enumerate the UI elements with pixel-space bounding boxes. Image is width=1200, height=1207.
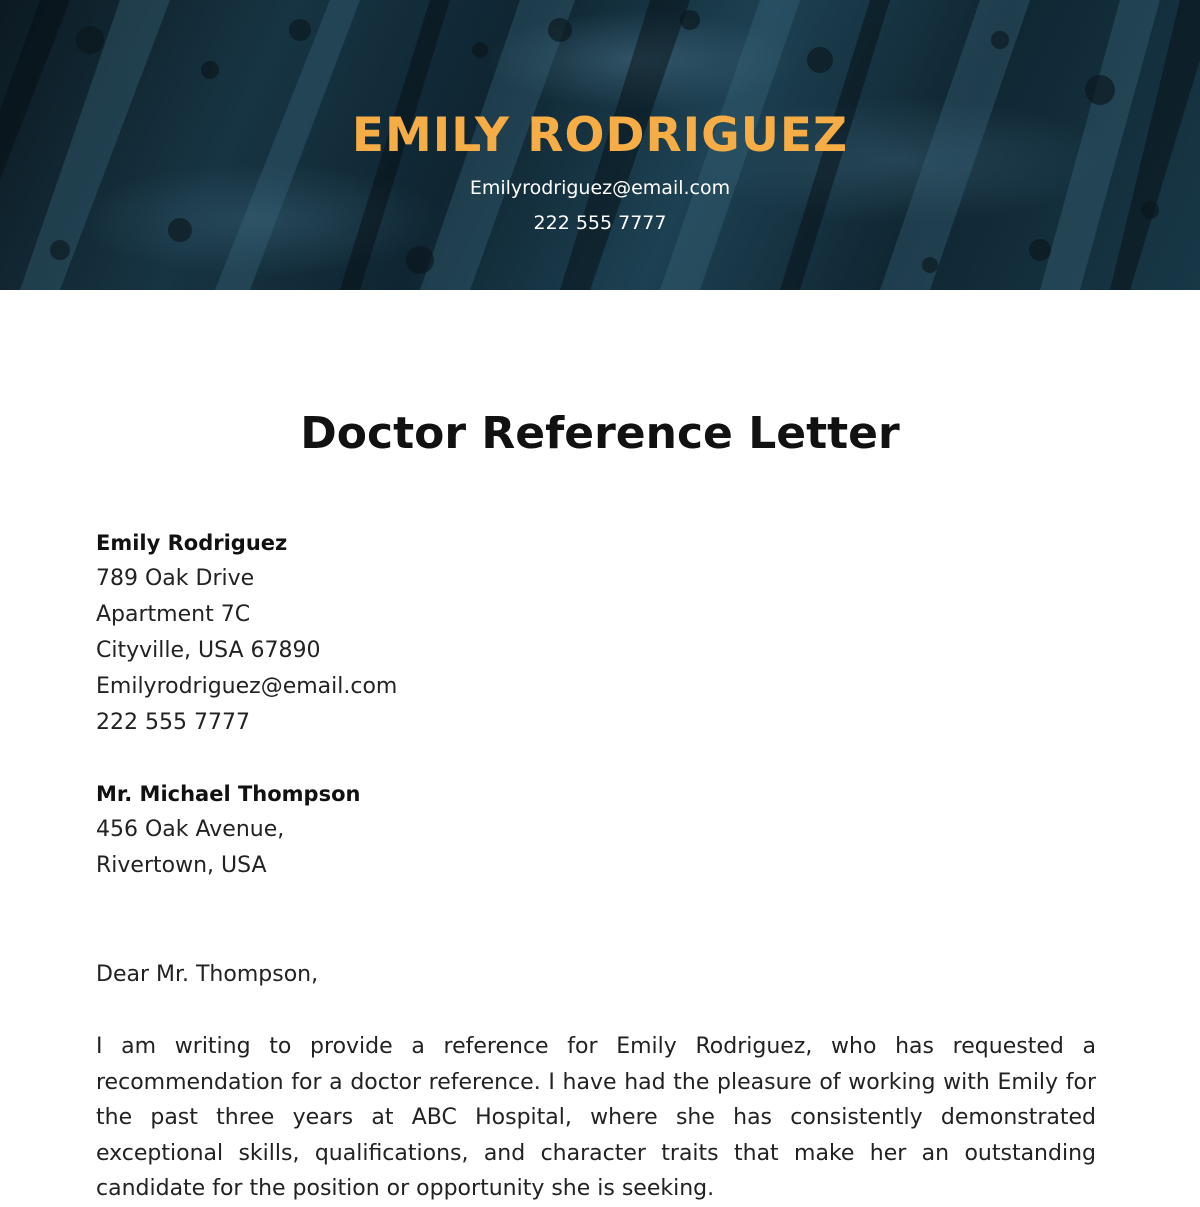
recipient-city-line: Rivertown, USA	[96, 853, 267, 878]
letter-salutation: Dear Mr. Thompson,	[96, 962, 319, 987]
header-contact	[0, 0, 1200, 290]
letter-paragraph: I am writing to provide a reference for Emily Rodriguez, who has requested a recommendation for a doctor reference. I have had the pleasure of working with Emily for the past three years at ABC Hospital, where she has consistently demonstrated exceptional skills, qualifications, and character traits that make her an outstanding candidate for the position or opportunity she is seeking.	[96, 1034, 1096, 1201]
sender-name: Emily Rodriguez	[96, 531, 288, 555]
sender-address-line2: Apartment 7C	[96, 602, 251, 627]
header-email: Emilyrodriguez@email.com	[469, 177, 731, 199]
sender-phone: 222 555 7777	[96, 710, 250, 735]
sender-address-block	[96, 525, 1100, 741]
recipient-address-line1: 456 Oak Avenue,	[96, 817, 285, 842]
sender-email: Emilyrodriguez@email.com	[96, 674, 398, 699]
header-phone: 222 555 7777	[533, 212, 667, 234]
sender-city-line: Cityville, USA 67890	[96, 638, 321, 663]
document-title: Doctor Reference Letter	[300, 408, 900, 459]
recipient-name: Mr. Michael Thompson	[96, 782, 361, 806]
sender-address-line1: 789 Oak Drive	[96, 566, 255, 591]
header-banner	[0, 0, 1200, 290]
recipient-address-block	[96, 776, 1100, 884]
header-name: EMILY RODRIGUEZ	[351, 108, 849, 163]
